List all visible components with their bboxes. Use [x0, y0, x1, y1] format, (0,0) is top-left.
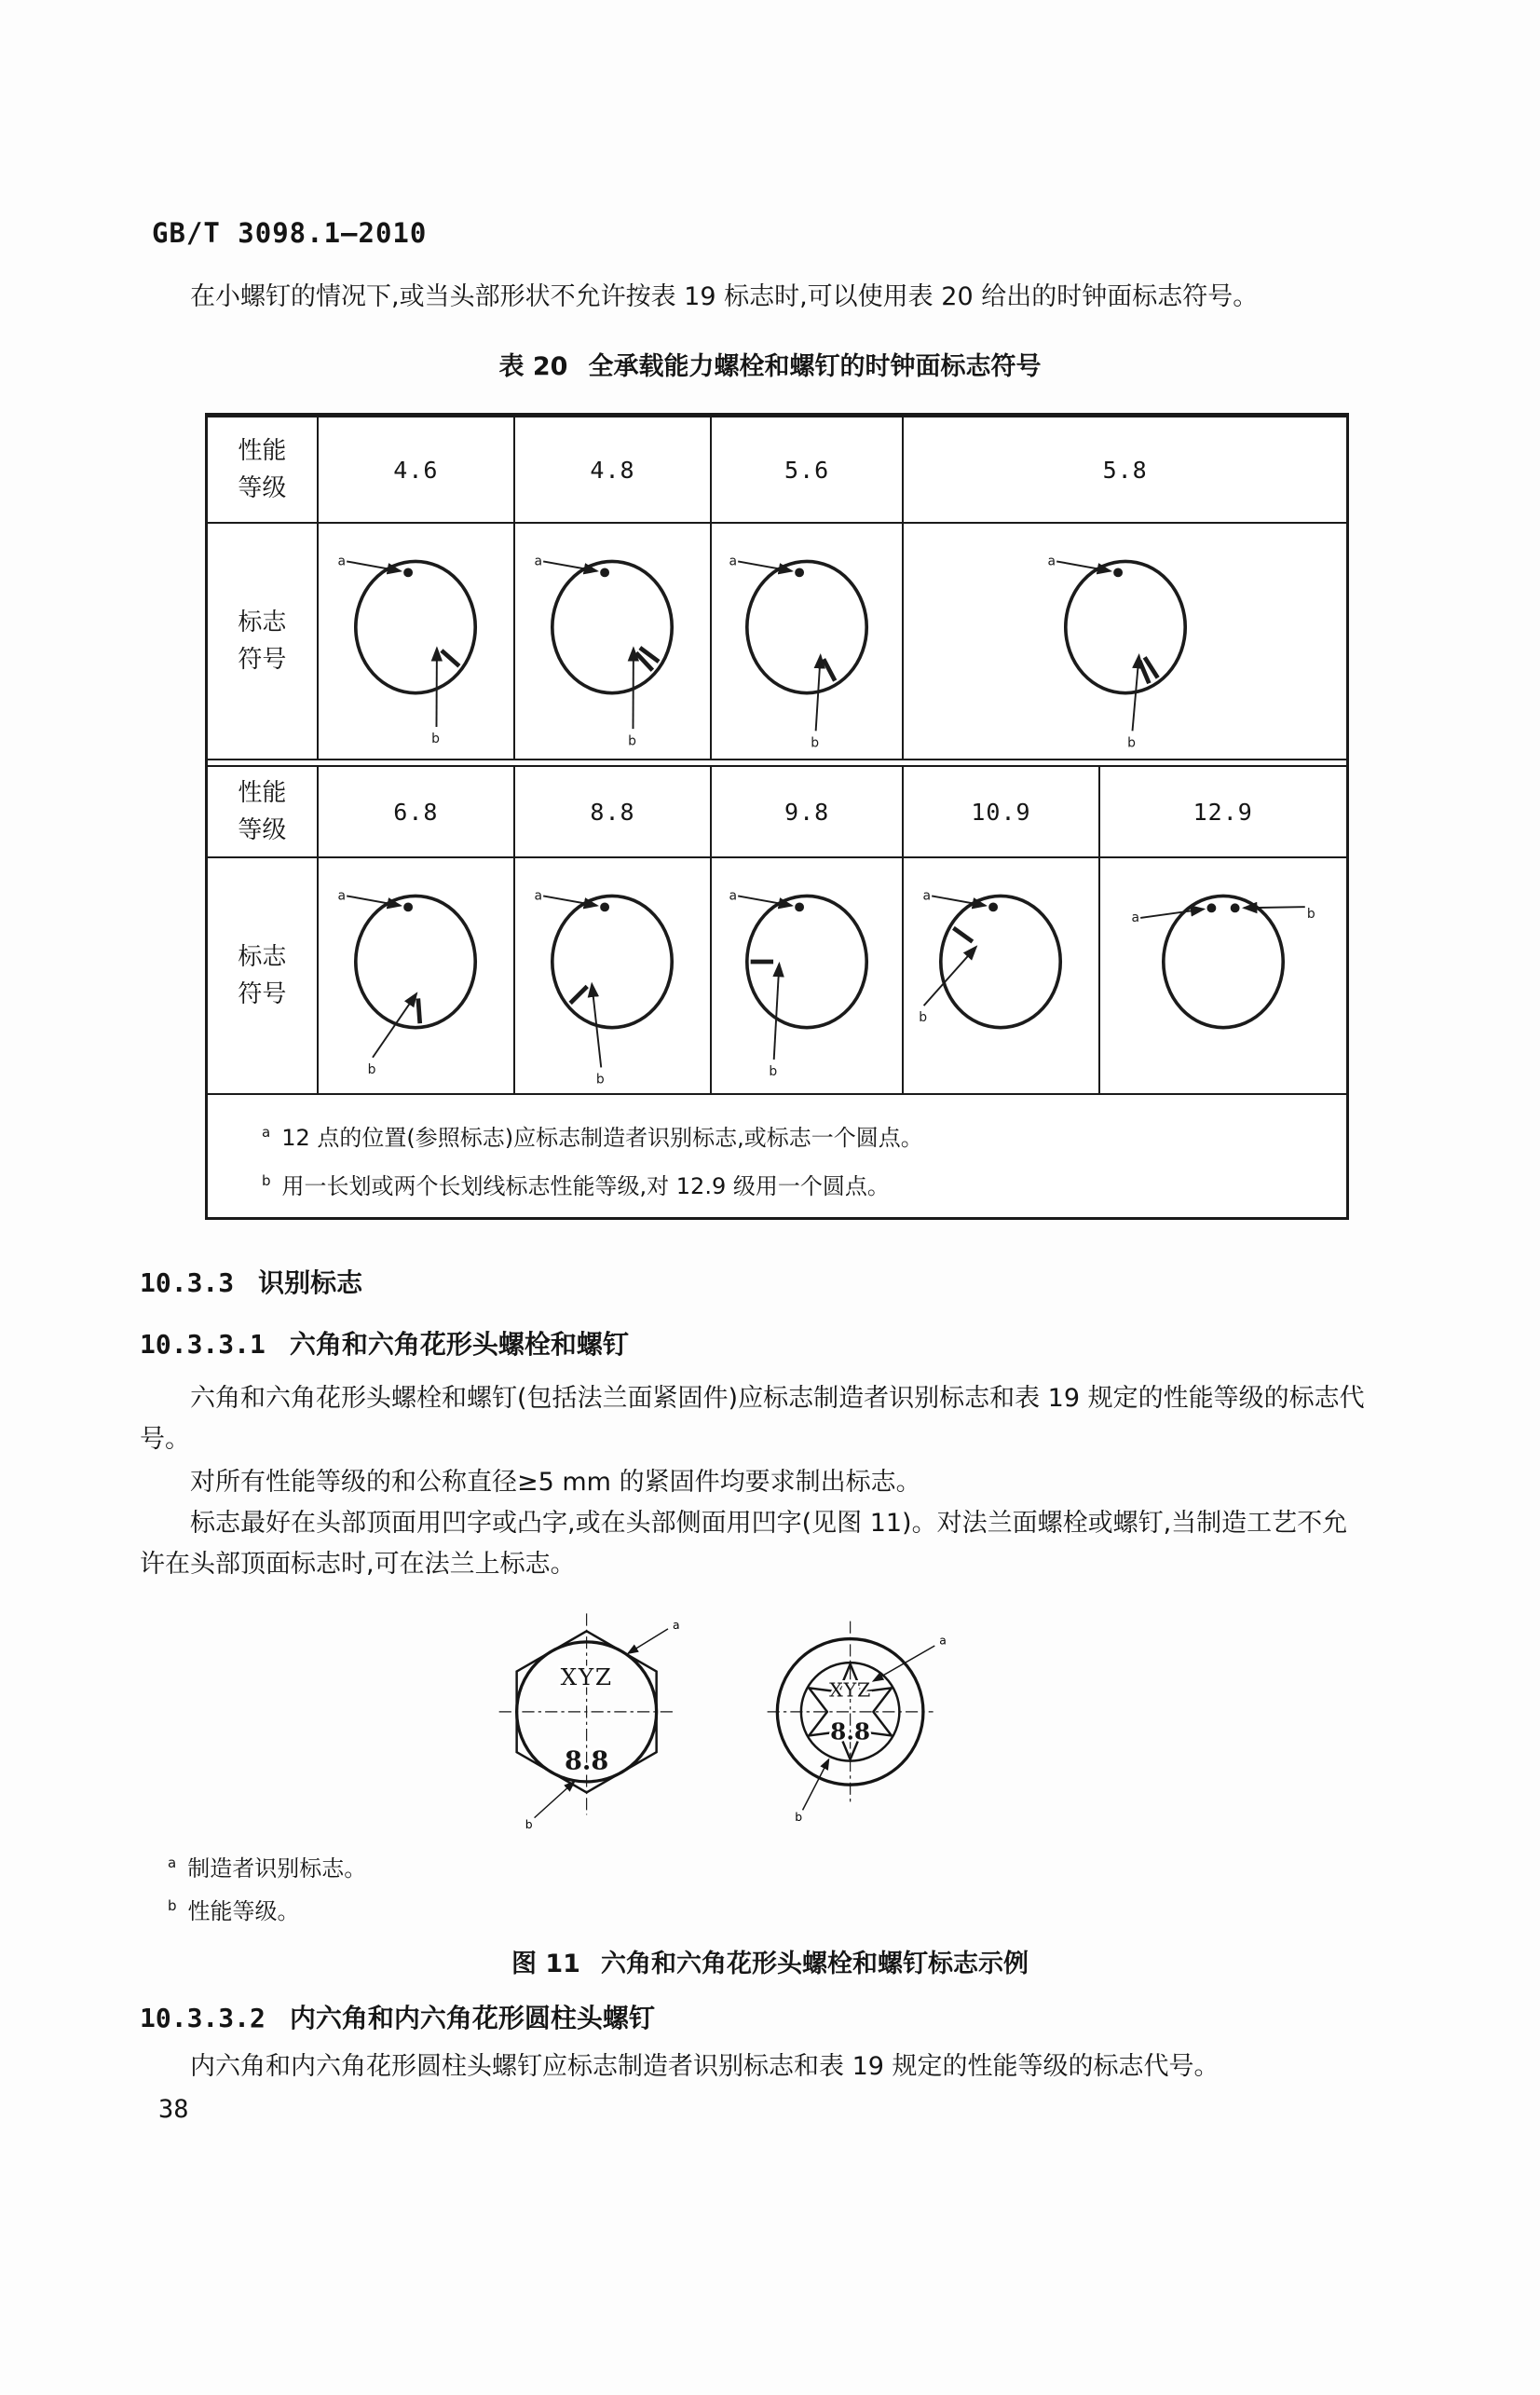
clock-symbol-12.9 [1124, 862, 1323, 1089]
symbol-cell [902, 858, 1097, 1093]
class-mark-dash [824, 659, 835, 680]
leader-label-a: a [673, 1619, 680, 1632]
class-mark-dash [442, 650, 459, 666]
leader-label-a: a [729, 554, 738, 569]
hex-head-marking-figure [471, 1589, 702, 1842]
table-20-upper-symbol-row [208, 524, 1346, 759]
leader-label-a: a [940, 1634, 947, 1647]
leader-label-a: a [535, 554, 543, 569]
clock-symbol-9.8 [707, 862, 906, 1089]
hexalobular-head-marking-figure [735, 1589, 965, 1842]
table-20-title-text: 全承载能力螺栓和螺钉的时钟面标志符号 [588, 352, 1041, 381]
symbol-cell [710, 858, 903, 1093]
class-mark-text: 8.8 [830, 1718, 870, 1745]
leader-label-b: b [368, 1062, 376, 1077]
table-footnote-b: $^b$ 用一长划或两个长划线标志性能等级,对 12.9 级用一个圆点。 [262, 1159, 1346, 1208]
table-20-lower-header-row [208, 767, 1346, 858]
leader-line [774, 964, 780, 1060]
clock-symbol-8.8 [512, 862, 712, 1089]
symbol-cell [317, 858, 513, 1093]
table-20-label: 表 20 [499, 352, 568, 381]
reference-dot [601, 568, 610, 577]
class-mark-dash [954, 928, 973, 942]
leader-label-b: b [769, 1064, 777, 1079]
figure-11-caption: 图 11 六角和六角花形头螺栓和螺钉标志示例 [140, 1943, 1400, 1979]
table-20-lower-section [208, 765, 1346, 1095]
clock-symbol-4.6 [316, 527, 515, 755]
leader-label-a: a [338, 554, 347, 569]
symbol-cell [902, 524, 1346, 759]
marking-symbol-row-label: 标志 符号 [208, 858, 317, 1093]
document-page [0, 217, 1540, 2395]
symbol-cell [513, 858, 710, 1093]
symbol-cell [1098, 858, 1346, 1093]
paragraph: 六角和六角花形头螺栓和螺钉(包括法兰面紧固件)应标志制造者识别标志和表 19 规定的性能等级的标志代号。 [140, 1378, 1365, 1460]
figure-11-notes [140, 1844, 1400, 1930]
clock-symbol-10.9 [901, 862, 1100, 1089]
table-20-upper-header-row [208, 417, 1346, 524]
table-20-title [140, 346, 1400, 382]
clock-symbol-5.6 [707, 527, 906, 755]
marking-symbol-row-label: 标志 符号 [208, 524, 317, 759]
leader-line [373, 993, 416, 1058]
leader-line [1244, 907, 1304, 908]
leader-label-a: a [923, 889, 932, 904]
class-cell: 10.9 [902, 767, 1097, 856]
leader-label-a: a [729, 889, 738, 904]
figure-note-b: $^b$ 性能等级。 [168, 1887, 1400, 1930]
leader-label-a: a [1047, 554, 1056, 569]
leader-line [874, 1646, 935, 1681]
section-heading-10-3-3: 10.3.3 识别标志 [140, 1263, 1400, 1300]
reference-dot [404, 568, 414, 577]
class-cell: 4.8 [513, 417, 710, 522]
clock-symbol-6.8 [316, 862, 515, 1089]
reference-dot [1230, 903, 1239, 912]
symbol-cell [513, 524, 710, 759]
class-cell: 12.9 [1098, 767, 1346, 856]
reference-dot [795, 568, 804, 577]
reference-dot [404, 902, 414, 911]
manufacturer-mark-text: XYZ [561, 1663, 613, 1690]
intro-paragraph: 在小螺钉的情况下,或当头部形状不允许按表 19 标志时,可以使用表 20 给出的时钟面标志符号。 [140, 277, 1400, 318]
clock-circle [1065, 561, 1184, 692]
clock-circle [941, 896, 1060, 1027]
class-mark-text: 8.8 [565, 1746, 608, 1776]
paragraph: 内六角和内六角花形圆柱头螺钉应标志制造者识别标志和表 19 规定的性能等级的标志代号。 [140, 2046, 1365, 2087]
clock-circle [356, 561, 475, 692]
table-footnote-a: $^a$ 12 点的位置(参照标志)应标志制造者识别标志,或标志一个圆点。 [262, 1111, 1346, 1159]
leader-label-b: b [1127, 735, 1136, 750]
leader-label-b: b [629, 733, 637, 748]
class-mark-dash [418, 998, 420, 1023]
manufacturer-mark-text: XYZ [829, 1678, 871, 1701]
clock-symbol-4.8 [512, 527, 712, 755]
performance-class-row-label: 性能 等级 [208, 417, 317, 522]
table-20-lower-symbol-row [208, 858, 1346, 1093]
leader-line [803, 1759, 829, 1810]
reference-dot [795, 902, 804, 911]
leader-label-b: b [811, 735, 819, 750]
class-cell: 9.8 [710, 767, 903, 856]
figure-11 [471, 1589, 1400, 1842]
leader-line [535, 1782, 575, 1818]
paragraph: 标志最好在头部顶面用凹字或凸字,或在头部侧面用凹字(见图 11)。对法兰面螺栓或螺钉,当制造工艺不允许在头部顶面标志时,可在法兰上标志。 [140, 1503, 1365, 1585]
clock-circle [747, 561, 866, 692]
table-20-footnotes [208, 1100, 1346, 1217]
symbol-cell [317, 524, 513, 759]
paragraph: 对所有性能等级的和公称直径≥5 mm 的紧固件均要求制出标志。 [140, 1462, 1365, 1503]
figure-note-a: $^a$ 制造者识别标志。 [168, 1844, 1400, 1887]
leader-label-a: a [338, 889, 347, 904]
section-heading-10-3-3-1: 10.3.3.1 六角和六角花形头螺栓和螺钉 [140, 1324, 1400, 1362]
clock-circle [552, 561, 672, 692]
table-20-upper-section [208, 417, 1346, 760]
clock-circle [552, 896, 672, 1027]
leader-line [628, 1629, 668, 1653]
class-cell: 8.8 [513, 767, 710, 856]
class-mark-dash [571, 986, 588, 1003]
leader-label-b: b [1307, 907, 1315, 922]
class-cell: 5.8 [902, 417, 1346, 522]
leader-label-b: b [596, 1073, 605, 1088]
standard-number: GB/T 3098.1—2010 [152, 217, 1400, 249]
leader-label-b: b [920, 1010, 928, 1025]
clock-circle [1164, 896, 1283, 1027]
symbol-cell [710, 524, 903, 759]
table-20 [205, 413, 1349, 1220]
reference-dot [1206, 903, 1216, 912]
reference-dot [1113, 568, 1123, 577]
leader-label-a: a [535, 889, 543, 904]
class-cell: 4.6 [317, 417, 513, 522]
leader-line [1140, 910, 1204, 918]
class-cell: 6.8 [317, 767, 513, 856]
leader-label-b: b [432, 732, 441, 746]
clock-circle [356, 896, 475, 1027]
performance-class-row-label: 性能 等级 [208, 767, 317, 856]
section-heading-10-3-3-2: 10.3.3.2 内六角和内六角花形圆柱头螺钉 [140, 1998, 1400, 2035]
reference-dot [601, 902, 610, 911]
reference-dot [989, 902, 999, 911]
clock-symbol-5.8 [1026, 527, 1225, 755]
leader-label-b: b [525, 1818, 533, 1831]
leader-label-b: b [796, 1811, 803, 1824]
leader-label-a: a [1131, 910, 1139, 925]
page-number: 38 [158, 2095, 1400, 2124]
class-cell: 5.6 [710, 417, 903, 522]
